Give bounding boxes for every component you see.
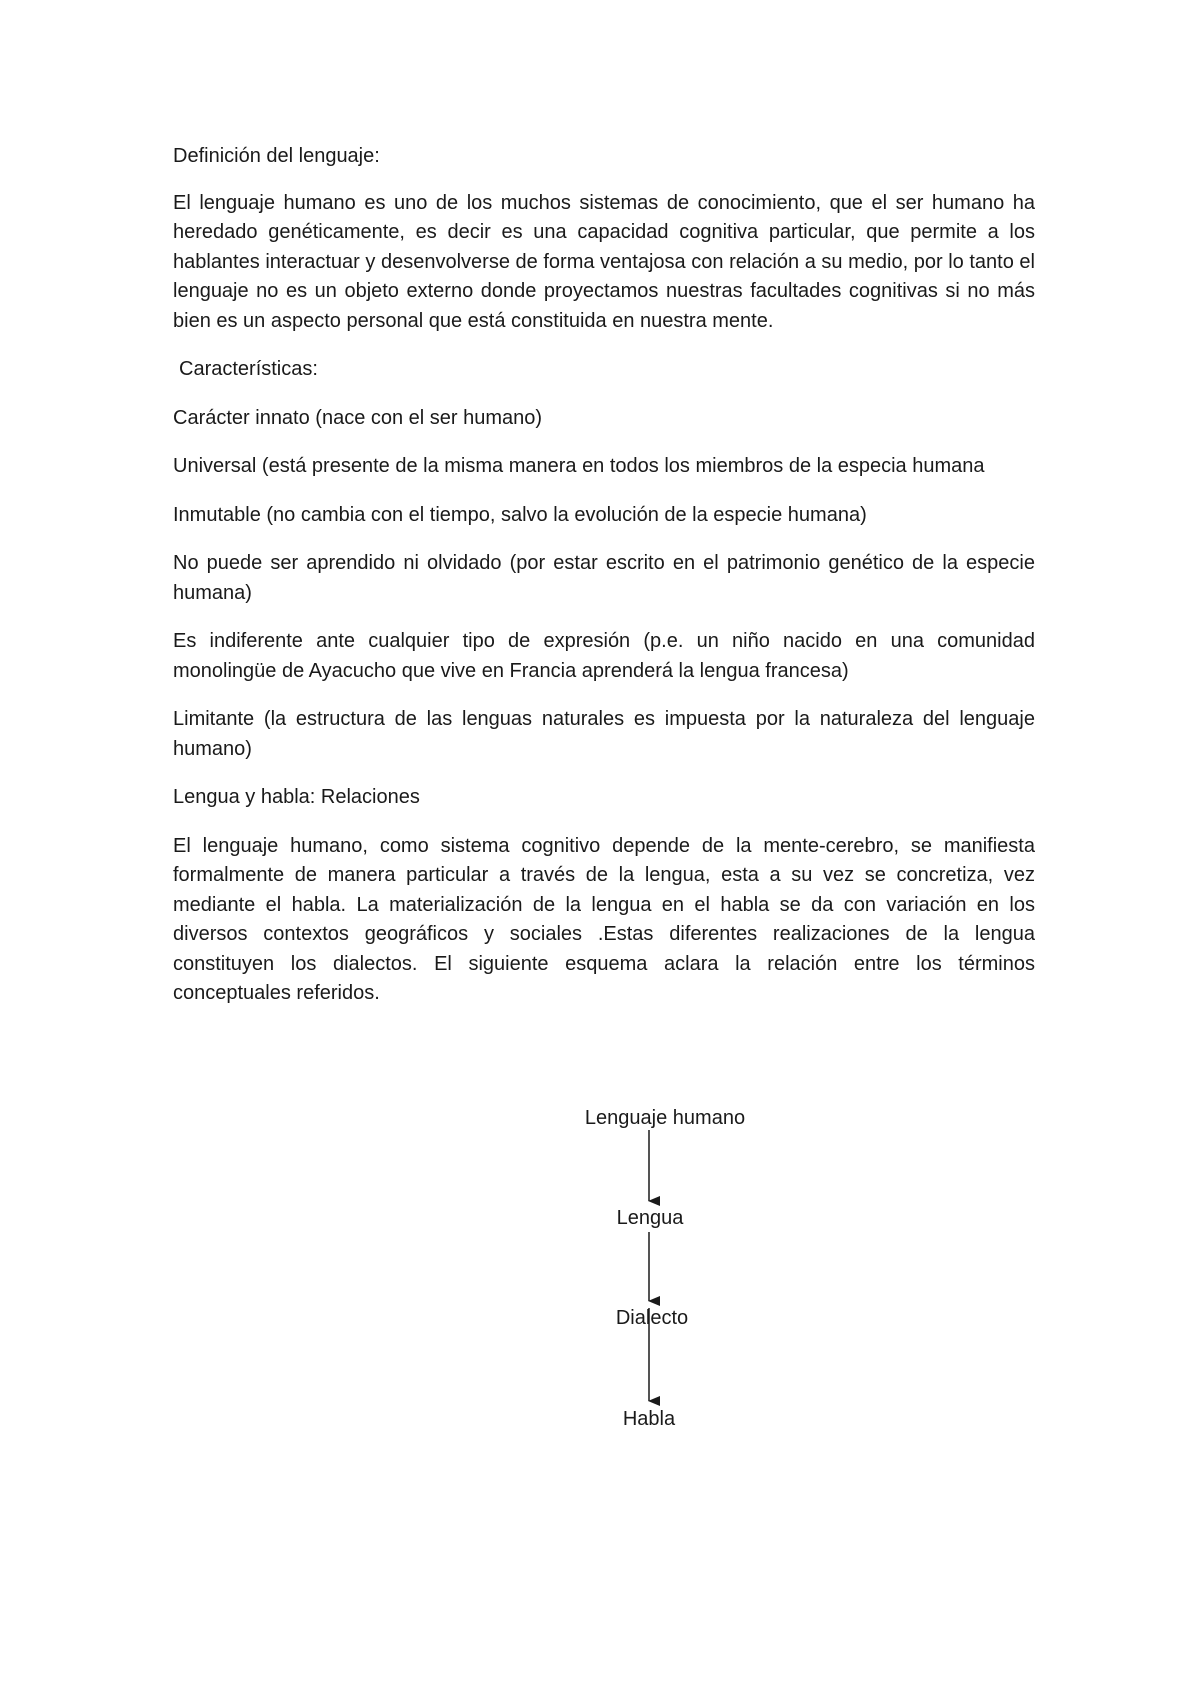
relations-paragraph: El lenguaje humano, como sistema cognitivo depende de la mente-cerebro, se manifiesta formalmente de manera particular a través de la lengua, esta a su vez se concretiza, vez mediante el habla. La materialización de la lengua en el habla se da con variación en los diversos contextos geográficos y sociales .Estas diferentes realizaciones de la lengua constituyen los dialectos. El siguiente esquema aclara la relación entre los términos conceptuales referidos. — [173, 834, 1035, 1004]
characteristic-item: Inmutable (no cambia con el tiempo, salvo la evolución de la especie humana) — [173, 503, 867, 526]
diagram-node-lenguaje-humano: Lenguaje humano — [584, 1107, 746, 1129]
characteristic-item: Es indiferente ante cualquier tipo de expresión (p.e. un niño nacido en una comunidad monolingüe de Ayacucho que vive en Francia aprenderá la lengua francesa) — [173, 630, 1035, 682]
characteristic-item: Limitante (la estructura de las lenguas naturales es impuesta por la naturaleza del lenguaje humano) — [173, 708, 1035, 760]
characteristics-heading: Características: — [179, 358, 318, 380]
characteristic-item: Universal (está presente de la misma manera en todos los miembros de la especia humana — [173, 455, 985, 477]
characteristic-item: No puede ser aprendido ni olvidado (por estar escrito en el patrimonio genético de la especie humana) — [173, 552, 1035, 604]
relations-heading: Lengua y habla: Relaciones — [173, 786, 420, 808]
document-body — [173, 142, 1035, 1028]
diagram-node-lengua: Lengua — [616, 1207, 684, 1229]
diagram-node-habla: Habla — [622, 1408, 676, 1430]
characteristic-item: Carácter innato (nace con el ser humano) — [173, 406, 543, 429]
section-title: Definición del lenguaje: — [173, 145, 380, 167]
definition-paragraph: El lenguaje humano es uno de los muchos sistemas de conocimiento, que el ser humano ha heredado genéticamente, es decir es una capacidad cognitiva particular, que permite a los hablantes interactuar y desenvolverse de forma ventajosa con relación a su medio, por lo tanto el lenguaje no es un objeto externo donde proyectamos nuestras facultades cognitivas si no más bien es un aspecto personal que está constituida en nuestra mente. — [173, 191, 1035, 332]
diagram-node-dialecto: Dialecto — [615, 1307, 689, 1329]
